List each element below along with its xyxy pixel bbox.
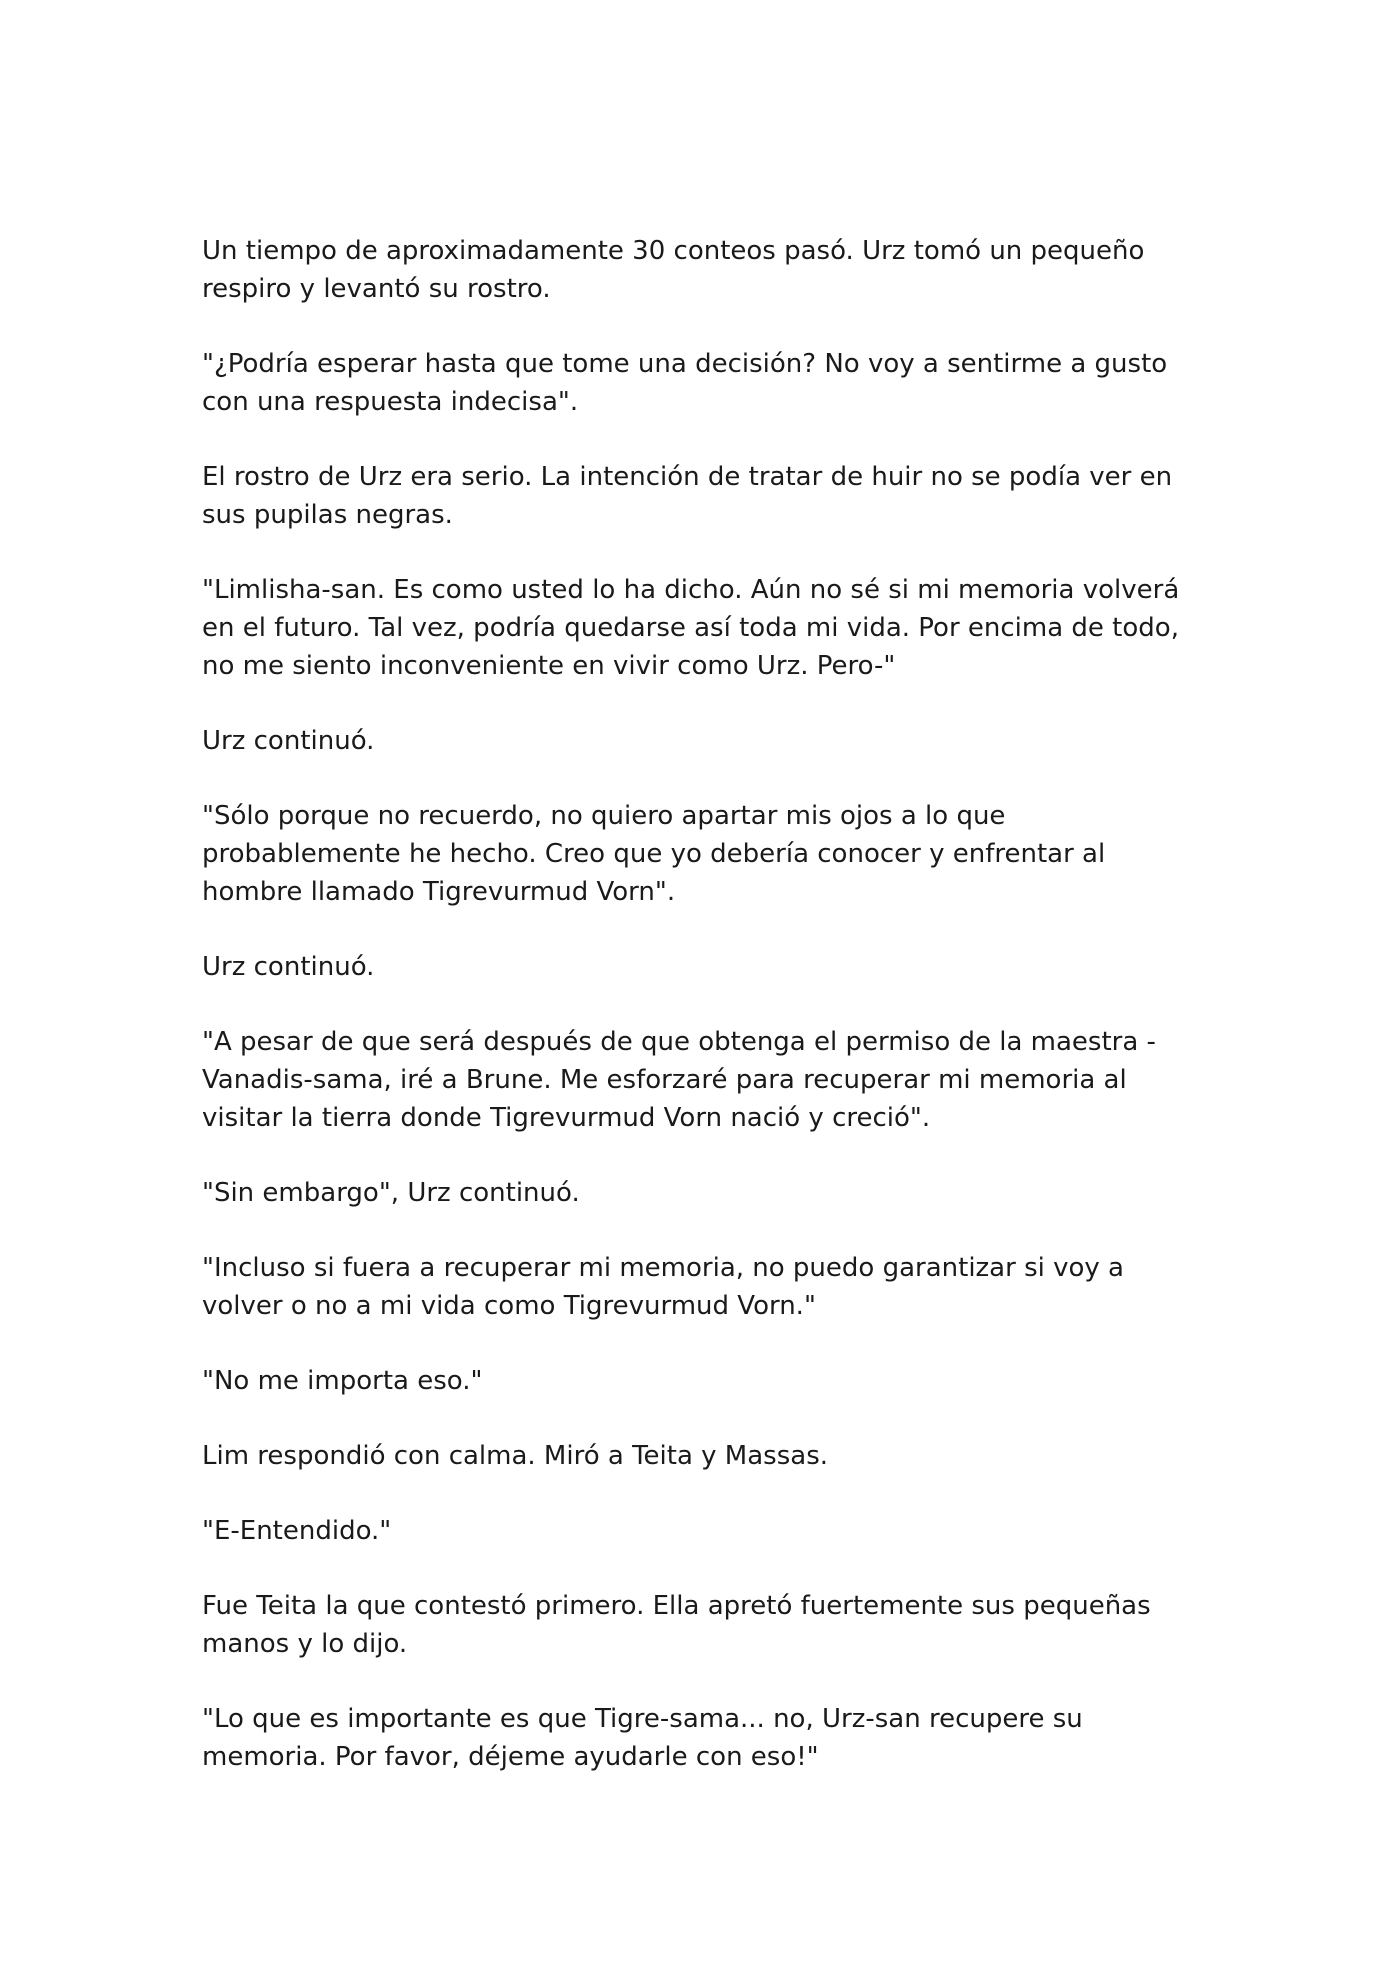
paragraph-8: "A pesar de que será después de que obtenga el permiso de la maestra - Vanadis-sama, iré a Brune. Me esforzaré para recuperar mi memoria al visitar la tierra donde Tigrevurmud Vorn nació y creció".	[202, 1027, 1156, 1133]
paragraph-4: "Limlisha-san. Es como usted lo ha dicho. Aún no sé si mi memoria volverá en el futuro. Tal vez, podría quedarse así toda mi vida. Por encima de todo, no me siento inconveniente en vivir como Urz. Pero-"	[202, 575, 1180, 681]
paragraph-9: "Sin embargo", Urz continuó.	[202, 1178, 580, 1208]
paragraph-15: "Lo que es importante es que Tigre-sama... no, Urz-san recupere su memoria. Por favor, déjeme ayudarle con eso!"	[202, 1704, 1083, 1772]
paragraph-3: El rostro de Urz era serio. La intención de tratar de huir no se podía ver en sus pupilas negras.	[202, 462, 1173, 530]
paragraph-7: Urz continuó.	[202, 952, 375, 982]
paragraph-14: Fue Teita la que contestó primero. Ella apretó fuertemente sus pequeñas manos y lo dijo.	[202, 1591, 1151, 1659]
paragraph-11: "No me importa eso."	[202, 1366, 483, 1396]
paragraph-1: Un tiempo de aproximadamente 30 conteos pasó. Urz tomó un pequeño respiro y levantó su rostro.	[202, 236, 1145, 304]
paragraph-12: Lim respondió con calma. Miró a Teita y Massas.	[202, 1441, 829, 1471]
paragraph-13: "E-Entendido."	[202, 1516, 392, 1546]
paragraph-10: "Incluso si fuera a recuperar mi memoria, no puedo garantizar si voy a volver o no a mi vida como Tigrevurmud Vorn."	[202, 1253, 1124, 1321]
paragraph-5: Urz continuó.	[202, 726, 375, 756]
paragraph-6: "Sólo porque no recuerdo, no quiero apartar mis ojos a lo que probablemente he hecho. Creo que yo debería conocer y enfrentar al hombre llamado Tigrevurmud Vorn".	[202, 801, 1106, 907]
paragraph-2: "¿Podría esperar hasta que tome una decisión? No voy a sentirme a gusto con una respuesta indecisa".	[202, 349, 1168, 417]
document-body	[202, 232, 1202, 1813]
